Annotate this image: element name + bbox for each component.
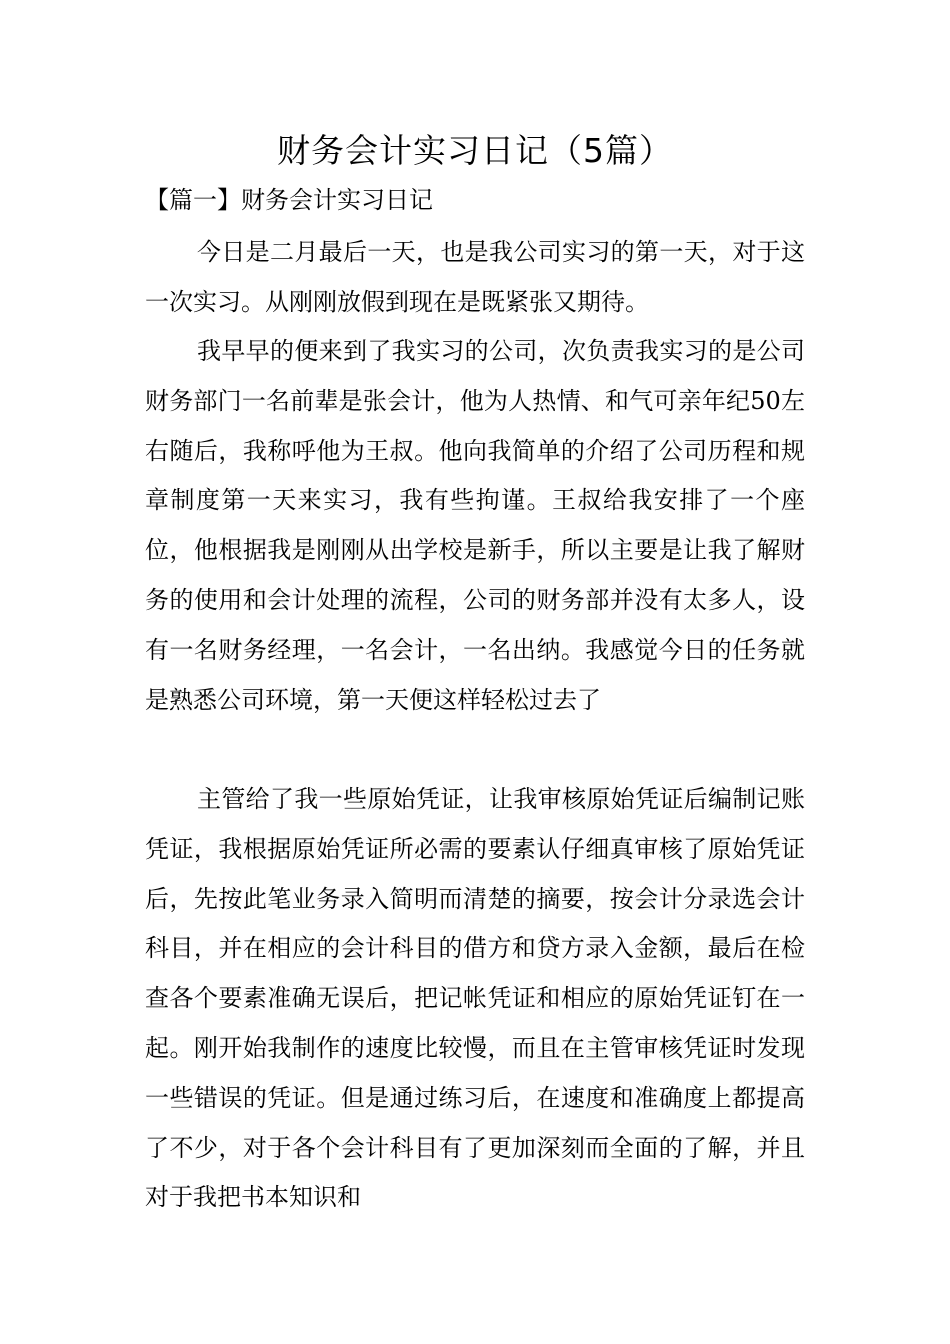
section-heading: 【篇一】财务会计实习日记 xyxy=(145,186,433,214)
paragraph-3: 主管给了我一些原始凭证，让我审核原始凭证后编制记账凭证，我根据原始凭证所必需的要素认仔细真审核了原始凭证后，先按此笔业务录入简明而清楚的摘要，按会计分录选会计科目，并在相应的会计科目的借方和贷方录入金额，最后在检查各个要素准确无误后，把记帐凭证和相应的原始凭证钉在一起。刚开始我制作的速度比较慢，而且在主管审核凭证时发现一些错误的凭证。但是通过练习后，在速度和准确度上都提高了不少，对于各个会计科目有了更加深刻而全面的了解，并且对于我把书本知识和 xyxy=(145,785,805,1212)
paragraph-2: 我早早的便来到了我实习的公司，次负责我实习的是公司财务部门一名前辈是张会计，他为人热情、和气可亲年纪50左右随后，我称呼他为王叔。他向我简单的介绍了公司历程和规章制度第一天来实习，我有些拘谨。王叔给我安排了一个座位，他根据我是刚刚从出学校是新手，所以主要是让我了解财务的使用和会计处理的流程，公司的财务部并没有太多人，设有一名财务经理，一名会计，一名出纳。我感觉今日的任务就是熟悉公司环境，第一天便这样轻松过去了 xyxy=(145,337,805,714)
document-title: 财务会计实习日记（5篇） xyxy=(277,131,673,170)
paragraph-1: 今日是二月最后一天，也是我公司实习的第一天，对于这一次实习。从刚刚放假到现在是既紧张又期待。 xyxy=(145,238,805,316)
